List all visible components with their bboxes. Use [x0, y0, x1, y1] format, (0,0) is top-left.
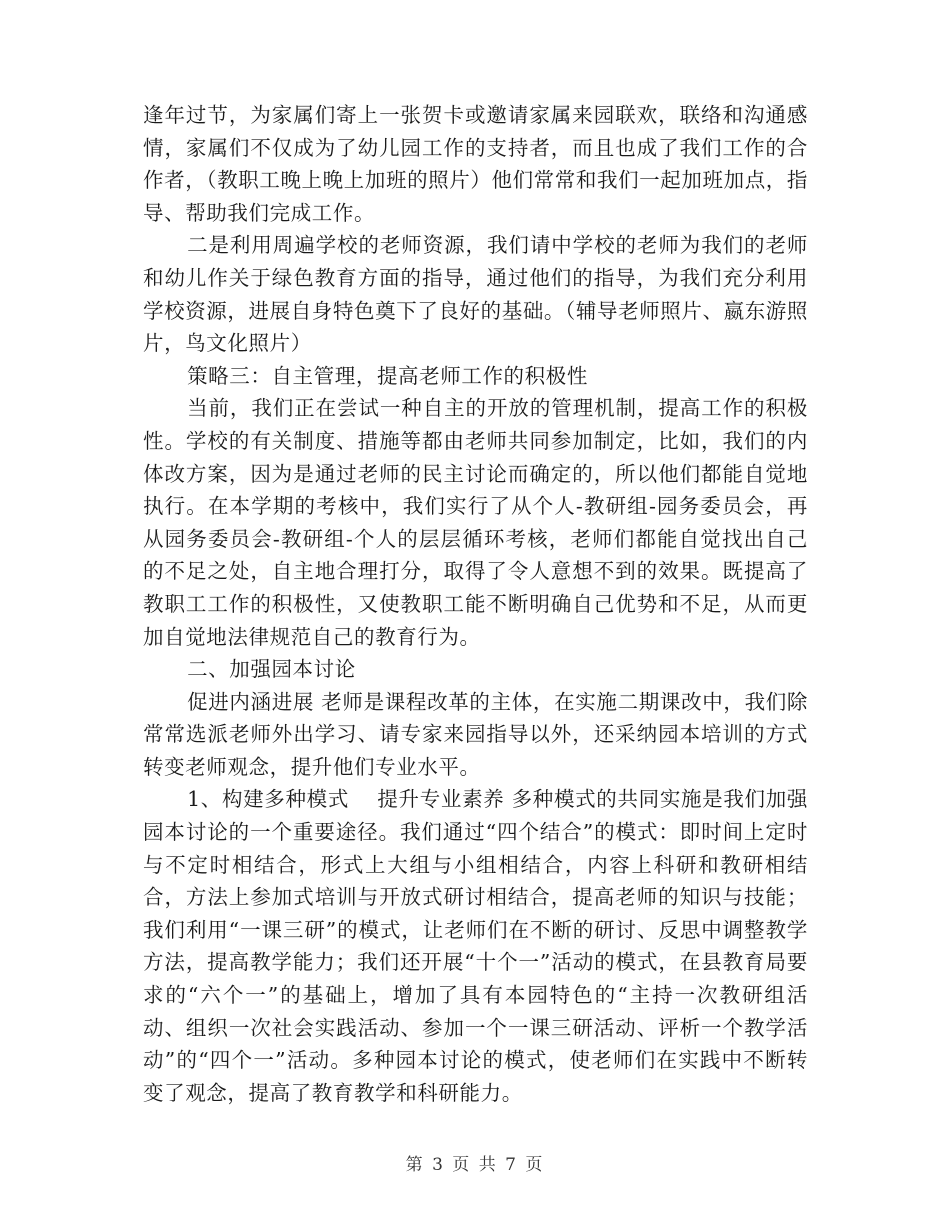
- document-body: [143, 99, 808, 1109]
- paragraph-self-management: 当前，我们正在尝试一种自主的开放的管理机制，提高工作的积极性。学校的有关制度、措施等都由老师共同参加制定，比如，我们的内体改方案，因为是通过老师的民主讨论而确定的，所以他们都能自觉地执行。在本学期的考核中，我们实行了从个人-教研组-园务委员会，再从园务委员会-教研组-个人的层层循环考核，老师们都能自觉找出自己的不足之处，自主地合理打分，取得了令人意想不到的效果。既提高了教职工工作的积极性，又使教职工能不断明确自己优势和不足，从而更加自觉地法律规范自己的教育行为。: [143, 396, 808, 649]
- paragraph-school-resources: 二是利用周遍学校的老师资源，我们请中学校的老师为我们的老师和幼儿作关于绿色教育方面的指导，通过他们的指导，为我们充分利用学校资源，进展自身特色奠下了良好的基础。（辅导老师照片、嬴东游照片，鸟文化照片）: [143, 233, 808, 356]
- paragraph-strategy-three-heading: 策略三：自主管理，提高老师工作的积极性: [187, 363, 588, 388]
- paragraph-connotation-development: 促进内涵进展 老师是课程改革的主体，在实施二期课改中，我们除常常选派老师外出学习、请专家来园指导以外，还采纳园本培训的方式转变老师观念，提升他们专业水平。: [143, 689, 808, 779]
- paragraph-multiple-modes: 1、构建多种模式 提升专业素养 多种模式的共同实施是我们加强园本讨论的一个重要途径。我们通过“四个结合”的模式：即时间上定时与不定时相结合，形式上大组与小组相结合，内容上科研和教研相结合，方法上参加式培训与开放式研讨相结合，提高老师的知识与技能；我们利用“一课三研”的模式，让老师们在不断的研讨、反思中调整教学方法，提高教学能力；我们还开展“十个一”活动的模式，在县教育局要求的“六个一”的基础上，增加了具有本园特色的“主持一次教研组活动、组织一次社会实践活动、参加一个一课三研活动、评析一个教学活动”的“四个一”活动。多种园本讨论的模式，使老师们在实践中不断转变了观念，提高了教育教学和科研能力。: [143, 787, 808, 1105]
- section-heading-school-research: 二、加强园本讨论: [187, 657, 356, 682]
- page-number-footer: 第 3 页 共 7 页: [405, 1155, 545, 1175]
- paragraph-continuation: 逢年过节，为家属们寄上一张贺卡或邀请家属来园联欢，联络和沟通感情，家属们不仅成为了幼儿园工作的支持者，而且也成了我们工作的合作者，（教职工晚上晚上加班的照片）他们常常和我们一起加班加点，指导、帮助我们完成工作。: [143, 103, 808, 225]
